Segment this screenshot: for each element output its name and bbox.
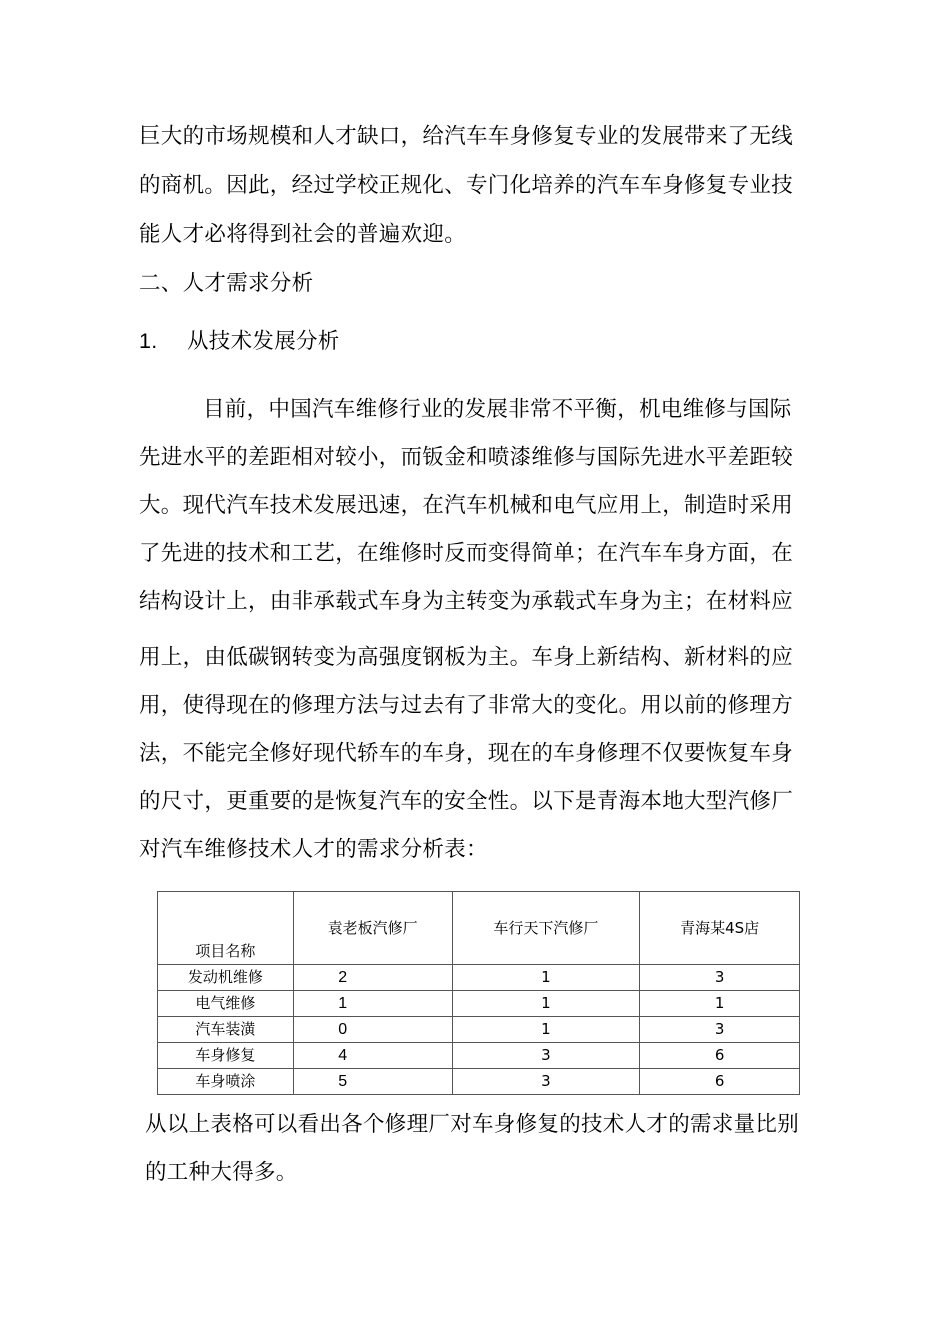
table-cell: 6 <box>640 1069 800 1095</box>
paragraph2-line: 先进水平的差距相对较小，而钣金和喷漆维修与国际先进水平差距较 <box>139 445 794 470</box>
table-cell: 5 <box>293 1069 452 1095</box>
section-heading: 二、人才需求分析 <box>139 271 314 296</box>
table-cell: 1 <box>452 991 640 1017</box>
table-row <box>158 1017 800 1043</box>
paragraph2-line: 了先进的技术和工艺，在维修时反而变得简单；在汽车车身方面，在 <box>139 541 794 566</box>
table-cell: 0 <box>293 1017 452 1043</box>
table-row <box>158 965 800 991</box>
table-cell-label: 汽车装潢 <box>158 1017 294 1043</box>
paragraph2-line: 大。现代汽车技术发展迅速，在汽车机械和电气应用上，制造时采用 <box>139 493 794 518</box>
table-cell: 3 <box>640 965 800 991</box>
paragraph2-line: 用，使得现在的修理方法与过去有了非常大的变化。用以前的修理方 <box>139 693 794 718</box>
paragraph2-line: 用上，由低碳钢转变为高强度钢板为主。车身上新结构、新材料的应 <box>139 645 794 670</box>
subheading-number: 1. <box>139 329 158 353</box>
table-header-cell: 车行天下汽修厂 <box>452 892 640 965</box>
table-row <box>158 991 800 1017</box>
table-cell: 1 <box>293 991 452 1017</box>
conclusion-line: 的工种大得多。 <box>145 1160 298 1185</box>
subheading-text: 从技术发展分析 <box>187 329 340 354</box>
table-cell: 1 <box>452 965 640 991</box>
table-cell: 4 <box>293 1043 452 1069</box>
paragraph1-line: 能人才必将得到社会的普遍欢迎。 <box>139 222 467 247</box>
table-header-row <box>158 892 800 965</box>
table-cell: 3 <box>452 1069 640 1095</box>
table-cell: 2 <box>293 965 452 991</box>
table-row <box>158 1069 800 1095</box>
table-cell: 6 <box>640 1043 800 1069</box>
paragraph2-line: 目前，中国汽车维修行业的发展非常不平衡，机电维修与国际 <box>203 397 792 422</box>
paragraph2-line: 的尺寸，更重要的是恢复汽车的安全性。以下是青海本地大型汽修厂 <box>139 789 794 814</box>
table-cell: 1 <box>640 991 800 1017</box>
table-header-cell: 袁老板汽修厂 <box>293 892 452 965</box>
table-cell: 3 <box>452 1043 640 1069</box>
paragraph1-line: 的商机。因此，经过学校正规化、专门化培养的汽车车身修复专业技 <box>139 173 794 198</box>
paragraph2-line: 结构设计上，由非承载式车身为主转变为承载式车身为主；在材料应 <box>139 589 794 614</box>
table-cell: 1 <box>452 1017 640 1043</box>
table-header-cell: 项目名称 <box>158 892 294 965</box>
conclusion-line: 从以上表格可以看出各个修理厂对车身修复的技术人才的需求量比别 <box>145 1112 800 1137</box>
demand-table <box>157 891 800 1095</box>
paragraph2-line: 对汽车维修技术人才的需求分析表： <box>139 837 488 862</box>
table-cell-label: 发动机维修 <box>158 965 294 991</box>
table-cell: 3 <box>640 1017 800 1043</box>
table-cell-label: 车身喷涂 <box>158 1069 294 1095</box>
subheading <box>139 326 340 357</box>
table-row <box>158 1043 800 1069</box>
paragraph2-line: 法，不能完全修好现代轿车的车身，现在的车身修理不仅要恢复车身 <box>139 741 794 766</box>
table-header-cell: 青海某4S店 <box>640 892 800 965</box>
table-cell-label: 车身修复 <box>158 1043 294 1069</box>
paragraph1-line: 巨大的市场规模和人才缺口，给汽车车身修复专业的发展带来了无线 <box>139 124 794 149</box>
table-cell-label: 电气维修 <box>158 991 294 1017</box>
